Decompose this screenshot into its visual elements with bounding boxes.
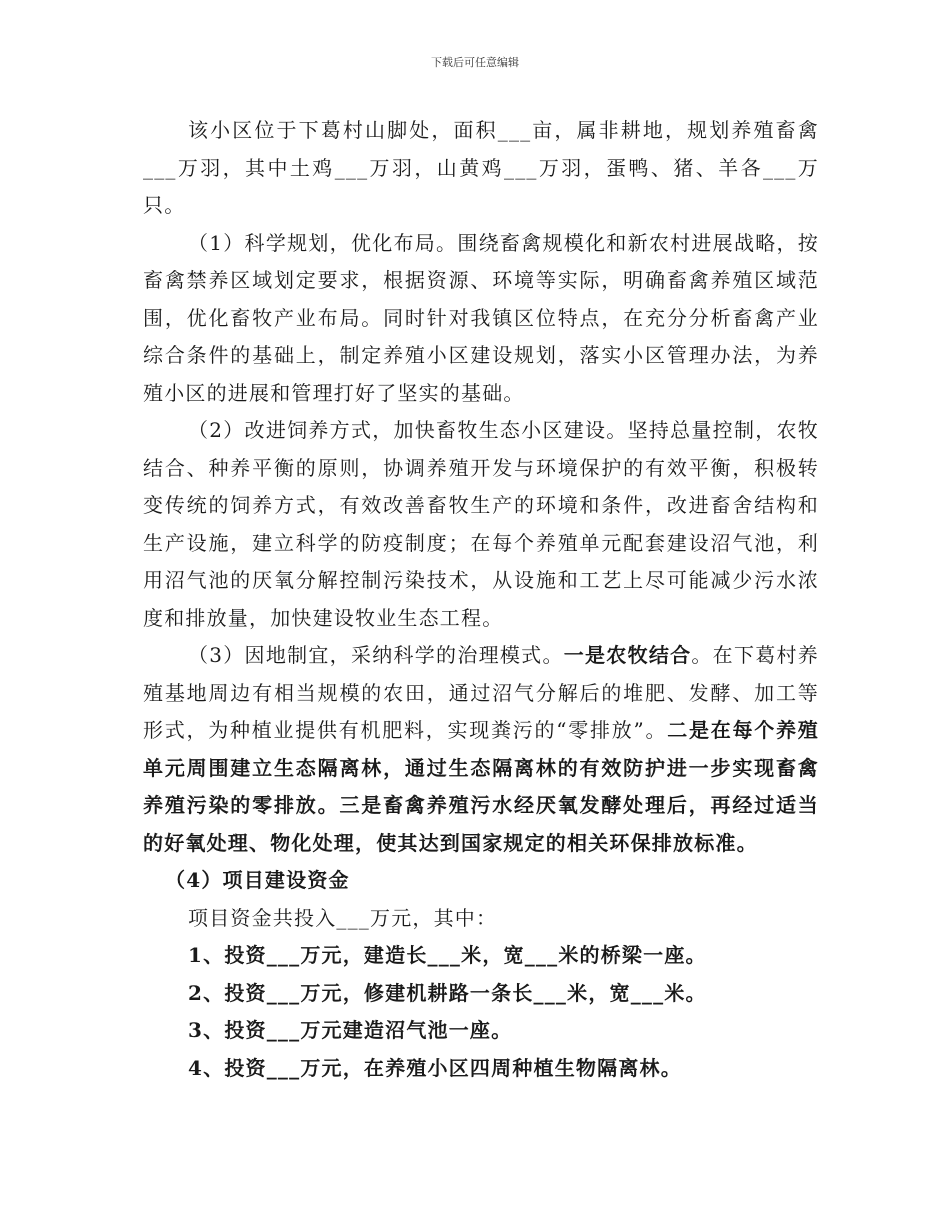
funding-item: 3、投资___万元建造沼气池一座。 bbox=[188, 1018, 513, 1042]
section-heading-funding: （4）项目建设资金 bbox=[165, 868, 350, 892]
funding-item: 4、投资___万元，在养殖小区四周种植生物隔离林。 bbox=[188, 1055, 682, 1080]
governance-detail: 。在下葛村养殖基地周边有相当规模的农田，通过沼气分解后的堆肥、发酵、加工等形式，为种植业提供有机肥料，实现粪污的“零排放”。 bbox=[143, 643, 819, 742]
funding-item: 2、投资___万元，修建机耕路一条长___米，宽___米。 bbox=[188, 980, 707, 1005]
paragraph-funding-total: 项目资金共投入___万元，其中： bbox=[188, 905, 498, 930]
paragraph-planning: （1）科学规划，优化布局。围绕畜禽规模化和新农村进展战略，按畜禽禁养区域划定要求，根据资源、环境等实际，明确畜禽养殖区域范围，优化畜牧产业布局。同时针对我镇区位特点，在充分分析畜禽产业综合条件的基础上，制定养殖小区建设规划，落实小区管理办法，为养殖小区的进展和管理打好了坚实的基础。 bbox=[143, 230, 819, 405]
governance-point-one: 一是农牧结合 bbox=[563, 643, 692, 667]
paragraph-location: 该小区位于下葛村山脚处，面积___亩，属非耕地，规划养殖畜禽___万羽，其中土鸡___万羽，山黄鸡___万羽，蛋鸭、猪、羊各___万只。 bbox=[143, 118, 819, 217]
document-body bbox=[143, 112, 819, 1087]
governance-intro: （3）因地制宜，采纳科学的治理模式。 bbox=[188, 643, 564, 667]
governance-points-two-three: 二是在每个养殖单元周围建立生态隔离林，通过生态隔离林的有效防护进一步实现畜禽养殖污染的零排放。三是畜禽养殖污水经厌氧发酵处理后，再经过适当的好氧处理、物化处理，使其达到国家规定的相关环保排放标准。 bbox=[143, 718, 819, 855]
funding-item: 1、投资___万元，建造长___米，宽___米的桥梁一座。 bbox=[188, 943, 707, 967]
paragraph-governance bbox=[143, 637, 819, 862]
paragraph-feeding: （2）改进饲养方式，加快畜牧生态小区建设。坚持总量控制，农牧结合、种养平衡的原则，协调养殖开发与环境保护的有效平衡，积极转变传统的饲养方式，有效改善畜牧生产的环境和条件，改进畜舍结构和生产设施，建立科学的防疫制度；在每个养殖单元配套建设沼气池，利用沼气池的厌氧分解控制污染技术，从设施和工艺上尽可能减少污水浓度和排放量，加快建设牧业生态工程。 bbox=[143, 418, 819, 630]
page-header: 下载后可任意编辑 bbox=[431, 56, 519, 69]
